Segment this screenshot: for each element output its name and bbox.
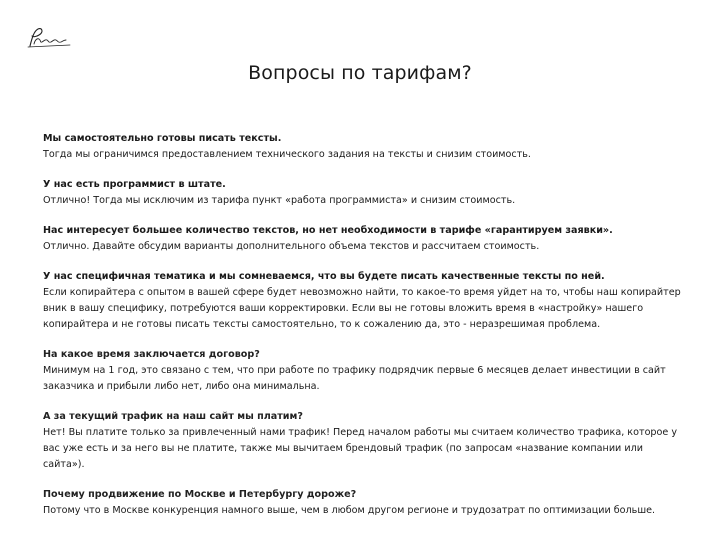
faq-item (43, 347, 683, 395)
faq-answer: Минимум на 1 год, это связано с тем, что при работе по трафику подрядчик первые 6 месяцев делает инвестиции в сайт заказчика и прибыли либо нет, либо она минимальна. (43, 365, 666, 392)
faq-item (43, 269, 683, 333)
faq-item (43, 409, 683, 473)
faq-answer: Отлично. Давайте обсудим варианты дополнительного объема текстов и рассчитаем стоимость. (43, 241, 540, 252)
faq-question: У нас есть программист в штате. (43, 179, 226, 190)
faq-question: На какое время заключается договор? (43, 349, 260, 360)
faq-question: Почему продвижение по Москве и Петербургу дороже? (43, 489, 357, 500)
faq-answer: Нет! Вы платите только за привлеченный нами трафик! Перед началом работы мы считаем количество трафика, которое у вас уже есть и за него вы не платите, также мы вычитаем брендовый трафик (по запросам «название компании или сайта»). (43, 427, 678, 470)
page-title: Вопросы по тарифам? (248, 62, 472, 84)
signature-logo (26, 26, 72, 50)
faq-answer: Отлично! Тогда мы исключим из тарифа пункт «работа программиста» и снизим стоимость. (43, 195, 516, 206)
faq-question: У нас специфичная тематика и мы сомневаемся, что вы будете писать качественные тексты по ней. (43, 271, 605, 282)
faq-item (43, 487, 683, 519)
faq-item (43, 223, 683, 255)
signature-logo-icon (26, 26, 72, 50)
faq-item (43, 131, 683, 163)
faq-answer: Тогда мы ограничимся предоставлением технического задания на тексты и снизим стоимость. (43, 149, 531, 160)
faq-answer: Если копирайтера с опытом в вашей сфере будет невозможно найти, то какое-то время уйдет на то, чтобы наш копирайтер вник в вашу специфику, потребуются ваши корректировки. Если вы не готовы вложить время в «настройку» нашего копирайтера и не готовы писать тексты самостоятельно, то к сожалению да, это - неразрешимая проблема. (43, 287, 681, 330)
faq-question: А за текущий трафик на наш сайт мы платим? (43, 411, 303, 422)
faq-question: Нас интересует большее количество текстов, но нет необходимости в тарифе «гарантируем заявки». (43, 225, 613, 236)
faq-item (43, 177, 683, 209)
faq-list (43, 131, 683, 533)
faq-question: Мы самостоятельно готовы писать тексты. (43, 133, 282, 144)
faq-answer: Потому что в Москве конкуренция намного выше, чем в любом другом регионе и трудозатрат по оптимизации больше. (43, 505, 656, 516)
